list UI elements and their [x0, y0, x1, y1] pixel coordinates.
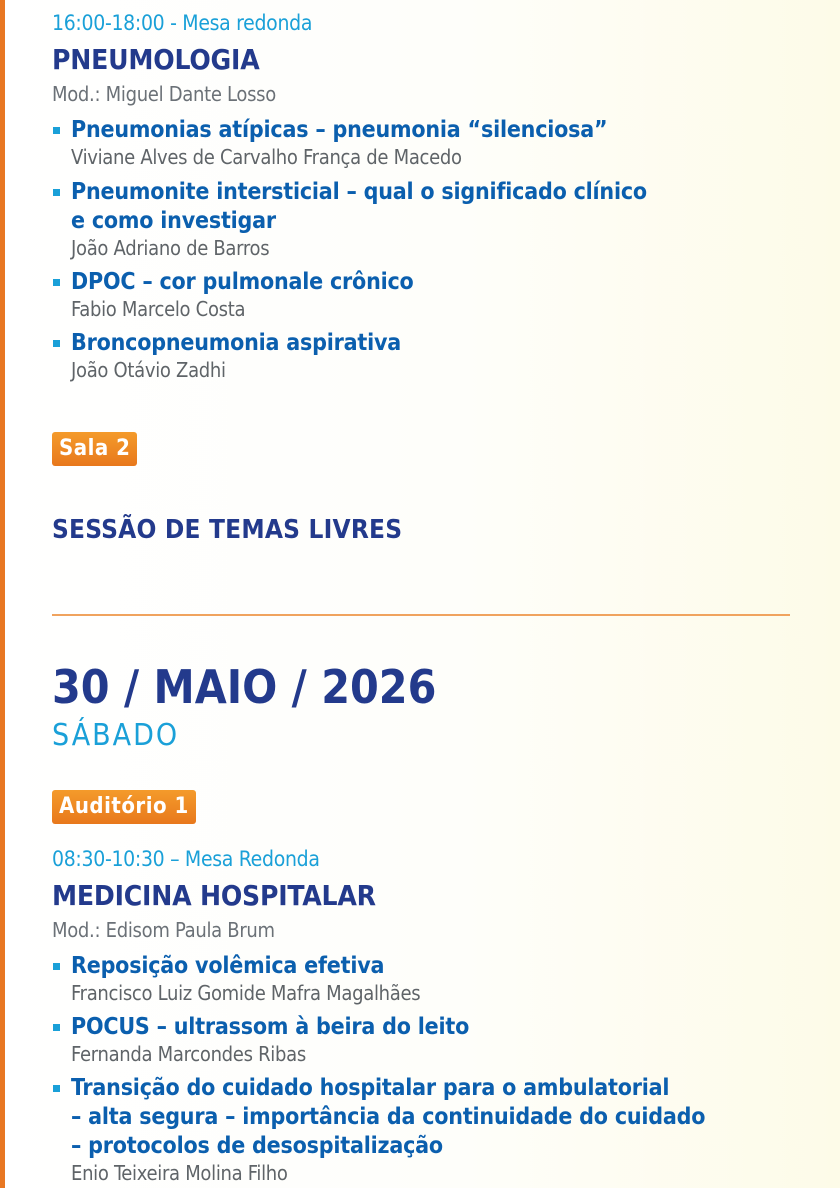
talk-item — [52, 268, 772, 322]
session-title: PNEUMOLOGIA — [52, 43, 260, 76]
talk-title: Pneumonias atípicas – pneumonia “silenciosa” — [71, 117, 608, 143]
day-weekday: SÁBADO — [52, 718, 180, 753]
talk-list — [52, 952, 792, 1186]
talk-item — [52, 1074, 792, 1186]
talk-title: Reposição volêmica efetiva — [71, 953, 385, 979]
bullet-square-icon — [53, 279, 60, 286]
talk-list — [52, 116, 772, 383]
talk-item — [52, 329, 772, 383]
talk-speaker: Fernanda Marcondes Ribas — [71, 1042, 306, 1066]
day-date: 30 / MAIO / 2026 — [52, 660, 437, 714]
room-badge: Auditório 1 — [52, 790, 196, 824]
free-themes-title: SESSÃO DE TEMAS LIVRES — [52, 515, 403, 545]
talk-item — [52, 1013, 792, 1067]
talk-title: POCUS – ultrassom à beira do leito — [71, 1014, 470, 1040]
talk-speaker: Enio Teixeira Molina Filho — [71, 1161, 288, 1185]
talk-speaker: João Otávio Zadhi — [71, 358, 226, 382]
talk-title: Transição do cuidado hospitalar para o ambulatorial – alta segura – importância da continuidade do cuidado – protocolos de desospitalização — [71, 1075, 706, 1159]
talk-item — [52, 952, 792, 1006]
talk-item — [52, 178, 772, 261]
room-badge: Sala 2 — [52, 432, 137, 466]
talk-speaker: João Adriano de Barros — [71, 236, 270, 260]
talk-title: DPOC – cor pulmonale crônico — [71, 269, 414, 295]
talk-speaker: Viviane Alves de Carvalho França de Macedo — [71, 145, 462, 169]
talk-title: Pneumonite intersticial – qual o significado clínico e como investigar — [71, 179, 647, 234]
session-moderator: Mod.: Miguel Dante Losso — [52, 82, 276, 106]
session-moderator: Mod.: Edisom Paula Brum — [52, 918, 275, 942]
session-title: MEDICINA HOSPITALAR — [52, 879, 376, 912]
talk-speaker: Francisco Luiz Gomide Mafra Magalhães — [71, 981, 421, 1005]
bullet-square-icon — [53, 340, 60, 347]
bullet-square-icon — [53, 1024, 60, 1031]
session-time: 08:30-10:30 – Mesa Redonda — [52, 847, 320, 871]
session-time: 16:00-18:00 - Mesa redonda — [52, 11, 313, 35]
bullet-square-icon — [53, 189, 60, 196]
bullet-square-icon — [53, 127, 60, 134]
bullet-square-icon — [53, 963, 60, 970]
section-divider — [52, 614, 790, 616]
bullet-square-icon — [53, 1085, 60, 1092]
talk-speaker: Fabio Marcelo Costa — [71, 297, 246, 321]
talk-item — [52, 116, 772, 170]
talk-title: Broncopneumonia aspirativa — [71, 330, 402, 356]
left-accent-bar — [0, 0, 5, 1188]
